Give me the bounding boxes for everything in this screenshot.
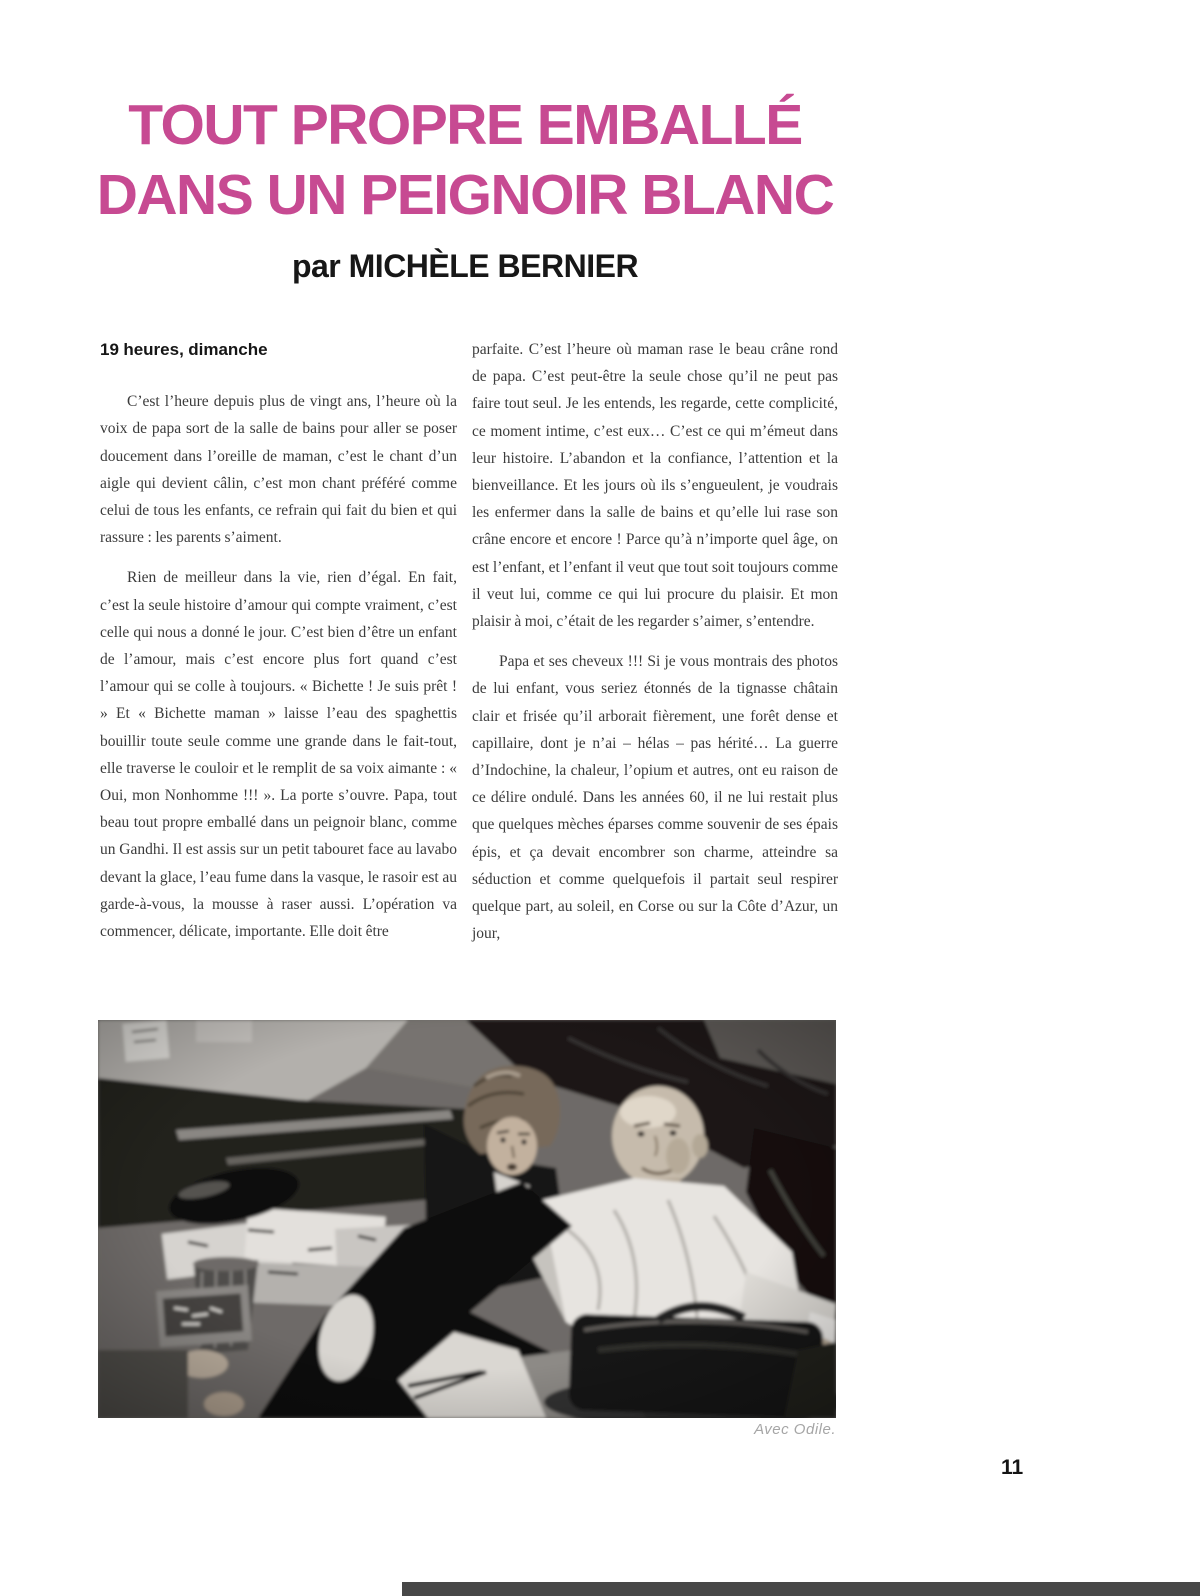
right-column <box>472 336 838 960</box>
paragraph: C’est l’heure depuis plus de vingt ans, l’heure où la voix de papa sort de la salle de bains pour aller se poser doucement dans l’oreille de maman, c’est le chant d’un aigle qui devient câlin, c’est mon chant préféré comme celui de tous les enfants, ce refrain qui fait du bien et qui rassure : les parents s’aiment. <box>100 393 457 547</box>
left-column <box>100 336 457 958</box>
article-title <box>88 90 842 230</box>
title-line-1: TOUT PROPRE EMBALLÉ <box>128 93 802 157</box>
article-photo <box>98 1020 836 1418</box>
paragraph: Papa et ses cheveux !!! Si je vous montrais des photos de lui enfant, vous seriez étonnés de la tignasse châtain clair et frisée qu’il arborait fièrement, une forêt dense et capillaire, dont je n’ai – hélas – pas hérité… La guerre d’Indochine, la chaleur, l’opium et autres, ont eu raison de ce délire ondulé. Dans les années 60, il ne lui restait plus que quelques mèches éparses comme souvenir de ses épais épis, et ça devait encombrer son charme, atteindre sa séduction et comme quelquefois il partait seul respirer quelque part, au soleil, en Corse ou sur la Côte d’Azur, un jour, <box>472 653 838 943</box>
title-line-2: DANS UN PEIGNOIR BLANC <box>96 163 834 227</box>
scan-edge-bar <box>402 1582 1200 1596</box>
section-heading: 19 heures, dimanche <box>100 340 268 359</box>
byline: par MICHÈLE BERNIER <box>291 248 639 284</box>
paragraph: Rien de meilleur dans la vie, rien d’égal. En fait, c’est la seule histoire d’amour qui compte vraiment, c’est celle qui nous a donné le jour. C’est bien d’être un enfant de l’amour, mais c’est encore plus fort quand c’est l’amour qui se colle à toujours. « Bichette ! Je suis prêt ! » Et « Bichette maman » laisse l’eau des spaghettis bouillir toute seule comme une grande dans le fait-tout, elle traverse le couloir et le remplit de sa voix aimante : « Oui, mon Nonhomme !!! ». La porte s’ouvre. Papa, tout beau tout propre emballé dans un peignoir blanc, comme un Gandhi. Il est assis sur un petit tabouret face au lavabo devant la glace, l’eau fume dans la vasque, le rasoir est au garde-à-vous, la mousse à raser aussi. L’opération va commencer, délicate, importante. Elle doit être <box>100 569 457 941</box>
article-photo-illustration <box>98 1020 836 1418</box>
photo-caption: Avec Odile. <box>754 1421 836 1438</box>
page-number: 11 <box>1001 1456 1024 1479</box>
paragraph: parfaite. C’est l’heure où maman rase le beau crâne rond de papa. C’est peut-être la seule chose qu’il ne peut pas faire tout seul. Je les entends, les regarde, cette complicité, ce moment intime, c’est eux… C’est ce qui m’émeut dans leur histoire. L’abandon et la confiance, l’attention et la bienveillance. Et les jours où ils s’engueulent, je voudrais les enfermer dans la salle de bains et qu’elle lui rase son crâne encore et encore ! Parce qu’à n’importe quel âge, on est l’enfant, et l’enfant il veut que tout soit toujours comme il veut lui, comme ce qui lui procure du plaisir. Et mon plaisir à moi, c’était de les regarder s’aimer, s’entendre. <box>472 341 838 631</box>
